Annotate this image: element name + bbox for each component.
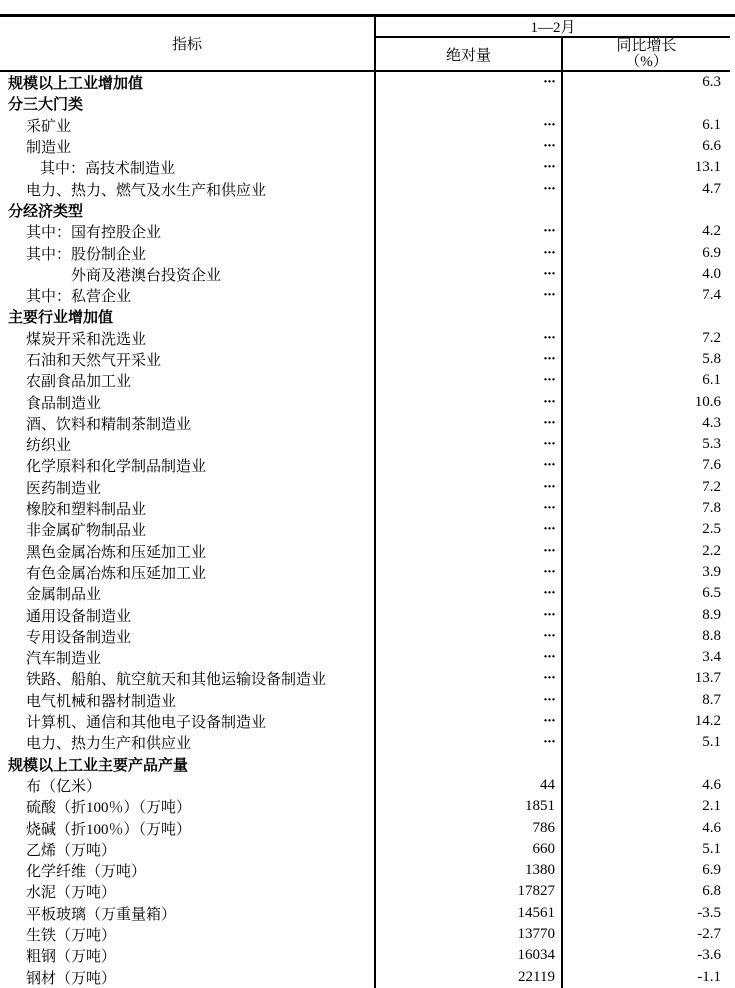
absolute-value-cell: ··· [542, 74, 555, 91]
absolute-value-cell: ··· [542, 116, 555, 133]
table-row [0, 306, 735, 327]
indicator-cell: 食品制造业 [26, 395, 102, 412]
growth-value-cell: 6.9 [702, 244, 721, 261]
indicator-cell: 电力、热力生产和供应业 [26, 736, 192, 753]
table-row [0, 817, 735, 838]
growth-value-cell: 6.8 [702, 883, 721, 900]
growth-value-cell: 8.9 [702, 606, 721, 623]
growth-value-cell: -1.1 [697, 968, 721, 985]
growth-value-cell: 7.4 [702, 287, 721, 304]
absolute-value-cell: 660 [532, 840, 555, 857]
growth-value-cell: 7.2 [702, 478, 721, 495]
indicator-cell: 黑色金属冶炼和压延加工业 [26, 544, 207, 561]
indicator-column-header: 指标 [171, 37, 202, 53]
table-row [0, 498, 735, 519]
indicator-cell: 其中：私营企业 [26, 289, 132, 306]
indicator-cell: 乙烯（万吨） [26, 842, 117, 859]
indicator-cell: 制造业 [26, 140, 72, 157]
absolute-value-cell: ··· [542, 500, 555, 517]
table-row [0, 178, 735, 199]
table-row [0, 775, 735, 796]
absolute-value-cell: ··· [542, 691, 555, 708]
growth-value-cell: 4.3 [702, 414, 721, 431]
growth-value-cell: 4.0 [702, 265, 721, 282]
table-row [0, 93, 735, 114]
growth-value-cell: 7.2 [702, 329, 721, 346]
table-row [0, 72, 735, 93]
growth-value-cell: 4.6 [702, 776, 721, 793]
table-row [0, 626, 735, 647]
absolute-value-cell: 17827 [517, 883, 555, 900]
indicator-cell: 采矿业 [26, 118, 72, 135]
indicator-cell: 有色金属冶炼和压延加工业 [26, 565, 207, 582]
table-row [0, 796, 735, 817]
growth-value-cell: 3.4 [702, 649, 721, 666]
table-row [0, 285, 735, 306]
indicator-cell: 主要行业增加值 [8, 310, 114, 327]
absolute-value-cell: ··· [542, 265, 555, 282]
table-row [0, 264, 735, 285]
absolute-value-cell: ··· [542, 329, 555, 346]
indicator-cell: 通用设备制造业 [26, 608, 132, 625]
indicator-cell: 布（亿米） [26, 778, 102, 795]
table-row [0, 924, 735, 945]
indicator-cell: 化学原料和化学制品制造业 [26, 459, 207, 476]
table-row [0, 604, 735, 625]
growth-value-cell: 5.3 [702, 436, 721, 453]
growth-value-cell: 2.5 [702, 521, 721, 538]
growth-column-header [563, 38, 730, 70]
indicator-cell: 生铁（万吨） [26, 928, 117, 945]
absolute-value-cell: ··· [542, 138, 555, 155]
period-header: 1—2月 [530, 19, 576, 36]
growth-value-cell: 6.3 [702, 74, 721, 91]
absolute-value-cell: ··· [542, 372, 555, 389]
indicator-cell: 金属制品业 [26, 587, 102, 604]
growth-value-cell: -2.7 [697, 926, 721, 943]
absolute-value-cell: ··· [542, 734, 555, 751]
table-row [0, 966, 735, 987]
absolute-value-cell: ··· [542, 542, 555, 559]
absolute-value-cell: ··· [542, 649, 555, 666]
indicator-cell: 酒、饮料和精制茶制造业 [26, 416, 192, 433]
growth-value-cell: 7.8 [702, 500, 721, 517]
growth-value-cell: 5.8 [702, 351, 721, 367]
absolute-value-cell: ··· [542, 606, 555, 623]
table-row [0, 711, 735, 732]
table-row [0, 668, 735, 689]
table-row [0, 945, 735, 966]
absolute-value-cell: ··· [542, 393, 555, 410]
growth-value-cell: 5.1 [702, 734, 721, 751]
absolute-value-cell: 14561 [517, 904, 555, 921]
absolute-value-cell: ··· [542, 521, 555, 538]
table-row [0, 690, 735, 711]
growth-value-cell: 4.2 [702, 223, 721, 240]
absolute-value-cell: ··· [542, 713, 555, 730]
growth-value-cell: 7.6 [702, 457, 721, 474]
table-row [0, 903, 735, 924]
indicator-cell: 分经济类型 [8, 203, 84, 220]
growth-value-cell: 8.7 [702, 691, 721, 708]
absolute-value-cell: 1851 [525, 798, 555, 815]
table-row [0, 413, 735, 434]
growth-value-cell: 4.6 [702, 819, 721, 836]
table-row [0, 519, 735, 540]
indicator-cell: 烧碱（折100％）（万吨） [26, 821, 192, 838]
table-row [0, 242, 735, 263]
growth-value-cell: 6.1 [702, 116, 721, 133]
indicator-cell: 非金属矿物制品业 [26, 523, 147, 540]
growth-value-cell: 8.8 [702, 627, 721, 644]
table-row [0, 434, 735, 455]
indicator-cell: 电力、热力、燃气及水生产和供应业 [26, 182, 267, 199]
indicator-cell: 规模以上工业增加值 [8, 76, 144, 93]
absolute-value-cell: 786 [532, 819, 555, 836]
table-row [0, 477, 735, 498]
indicator-cell: 钢材（万吨） [26, 970, 117, 987]
indicator-cell: 农副食品加工业 [26, 374, 132, 391]
growth-value-cell: 10.6 [694, 393, 721, 410]
table-row [0, 647, 735, 668]
absolute-value-cell: ··· [542, 414, 555, 431]
indicator-cell: 规模以上工业主要产品产量 [8, 757, 189, 774]
absolute-value-cell: ··· [542, 159, 555, 176]
absolute-value-cell: ··· [542, 351, 555, 367]
growth-value-cell: 6.1 [702, 372, 721, 389]
growth-value-cell: 3.9 [702, 563, 721, 580]
growth-value-cell: 6.6 [702, 138, 721, 155]
indicator-cell: 外商及港澳台投资企业 [71, 267, 222, 284]
absolute-value-cell: ··· [542, 457, 555, 474]
absolute-value-cell: 22119 [518, 968, 555, 985]
indicator-cell: 煤炭开采和洗选业 [26, 331, 147, 348]
table-row [0, 839, 735, 860]
table-row [0, 583, 735, 604]
absolute-value-cell: ··· [542, 287, 555, 304]
table-row [0, 881, 735, 902]
indicator-cell: 硫酸（折100％）（万吨） [26, 800, 192, 817]
growth-column-header-line2: （%） [625, 54, 668, 70]
table-row [0, 136, 735, 157]
absolute-value-cell: ··· [542, 180, 555, 197]
table-row [0, 328, 735, 349]
absolute-value-cell: ··· [542, 223, 555, 240]
indicator-cell: 粗钢（万吨） [26, 949, 117, 966]
table-row [0, 221, 735, 242]
table-row [0, 860, 735, 881]
table-body [0, 72, 735, 988]
table-row [0, 349, 735, 370]
indicator-cell: 其中：股份制企业 [26, 246, 147, 263]
table-row [0, 370, 735, 391]
growth-value-cell: 2.1 [702, 798, 721, 815]
indicator-cell: 橡胶和塑料制品业 [26, 502, 147, 519]
absolute-value-column-header: 绝对量 [445, 47, 491, 64]
growth-value-cell: 13.1 [694, 159, 721, 176]
absolute-value-cell: ··· [542, 585, 555, 602]
growth-value-cell: 2.2 [702, 542, 721, 559]
table-row [0, 562, 735, 583]
indicator-cell: 专用设备制造业 [26, 629, 132, 646]
table-row [0, 157, 735, 178]
absolute-value-cell: ··· [542, 436, 555, 453]
absolute-value-cell: ··· [542, 627, 555, 644]
indicator-cell: 医药制造业 [26, 480, 102, 497]
absolute-value-cell: ··· [542, 563, 555, 580]
table-row [0, 455, 735, 476]
growth-value-cell: 14.2 [694, 713, 721, 730]
growth-value-cell: -3.5 [697, 904, 721, 921]
growth-column-header-line1: 同比增长 [616, 38, 677, 54]
growth-value-cell: 6.5 [702, 585, 721, 602]
growth-value-cell: 4.7 [702, 180, 721, 197]
absolute-value-cell: 1380 [525, 862, 555, 879]
indicator-cell: 纺织业 [26, 438, 72, 455]
absolute-value-cell: 16034 [517, 947, 555, 964]
table-row [0, 391, 735, 412]
indicator-cell: 石油和天然气开采业 [26, 353, 162, 369]
table-row [0, 200, 735, 221]
indicator-cell: 平板玻璃（万重量箱） [26, 906, 177, 923]
growth-value-cell: 6.9 [702, 862, 721, 879]
absolute-value-cell: 44 [540, 776, 555, 793]
indicator-cell: 计算机、通信和其他电子设备制造业 [26, 715, 267, 732]
growth-value-cell: 5.1 [702, 840, 721, 857]
indicator-cell: 其中：国有控股企业 [26, 225, 162, 242]
indicator-cell: 铁路、船舶、航空航天和其他运输设备制造业 [26, 672, 327, 689]
indicator-cell: 汽车制造业 [26, 651, 102, 668]
absolute-value-cell: ··· [542, 478, 555, 495]
indicator-cell: 水泥（万吨） [26, 885, 117, 902]
absolute-value-cell: ··· [542, 244, 555, 261]
table-row [0, 541, 735, 562]
growth-value-cell: 13.7 [694, 670, 721, 687]
table-row [0, 754, 735, 775]
table-row [0, 115, 735, 136]
growth-value-cell: -3.6 [697, 947, 721, 964]
indicator-cell: 电气机械和器材制造业 [26, 693, 177, 710]
indicator-cell: 其中：高技术制造业 [40, 161, 176, 178]
absolute-value-cell: 13770 [517, 926, 555, 943]
indicator-cell: 化学纤维（万吨） [26, 864, 147, 881]
table-row [0, 732, 735, 753]
indicator-cell: 分三大门类 [8, 97, 84, 114]
absolute-value-cell: ··· [542, 670, 555, 687]
